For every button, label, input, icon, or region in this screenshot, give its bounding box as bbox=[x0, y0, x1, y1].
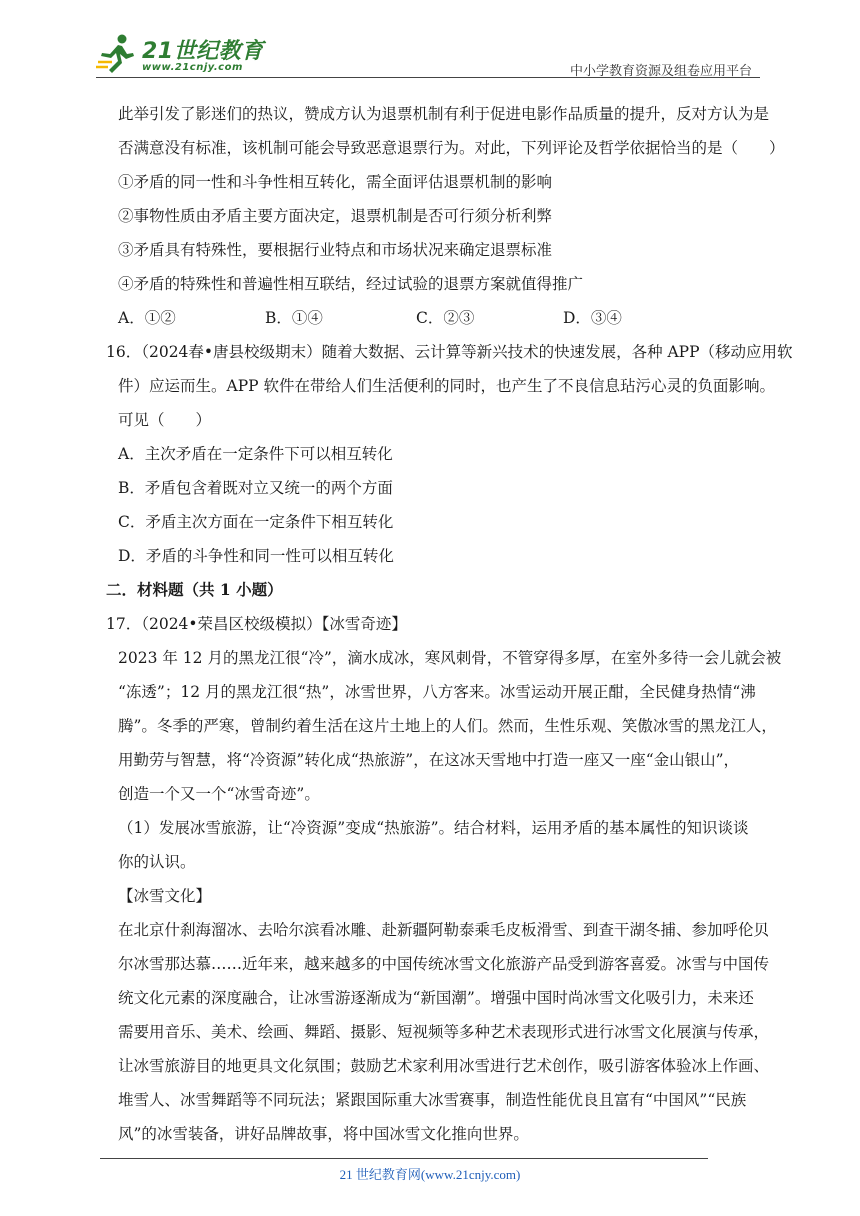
q15-statement-4: ④矛盾的特殊性和普遍性相互联结，经过试验的退票方案就值得推广 bbox=[118, 275, 584, 293]
q17-para1-line-2: “冻透”；12 月的黑龙江很“热”，冰雪世界，八方客来。冰雪运动开展正酣，全民健身热情“沸 bbox=[118, 683, 756, 701]
site-logo[interactable] bbox=[96, 30, 266, 78]
q15-statement-3: ③矛盾具有特殊性，要根据行业特点和市场状况来确定退票标准 bbox=[118, 241, 553, 259]
logo-text: 21世纪教育 bbox=[142, 39, 264, 64]
q17-para2-line-3: 统文化元素的深度融合，让冰雪游逐渐成为“新国潮”。增强中国时尚冰雪文化吸引力，未来还 bbox=[118, 989, 754, 1007]
q17-para1-line-1: 2023 年 12 月的黑龙江很“冷”，滴水成冰，寒风刺骨，不管穿得多厚，在室外多待一会儿就会被 bbox=[118, 649, 782, 667]
q17-heading2: 【冰雪文化】 bbox=[118, 887, 212, 905]
q16-option-d: D．矛盾的斗争性和同一性可以相互转化 bbox=[118, 547, 394, 565]
footer-link[interactable]: 21 世纪教育网(www.21cnjy.com) bbox=[339, 1167, 521, 1182]
q17-sub1-line-1: （1）发展冰雪旅游，让“冷资源”变成“热旅游”。结合材料，运用矛盾的基本属性的知识谈谈 bbox=[118, 819, 749, 837]
q17-para2-line-4: 需要用音乐、美术、绘画、舞蹈、摄影、短视频等多种艺术表现形式进行冰雪文化展演与传承， bbox=[118, 1023, 770, 1041]
q17-para2-line-5: 让冰雪旅游目的地更具文化氛围；鼓励艺术家利用冰雪进行艺术创作，吸引游客体验冰上作画、 bbox=[118, 1057, 770, 1075]
runner-icon bbox=[96, 32, 140, 76]
q17-heading: 17．（2024•荣昌区校级模拟）【冰雪奇迹】 bbox=[106, 615, 407, 633]
q16-option-c: C．矛盾主次方面在一定条件下相互转化 bbox=[118, 513, 394, 531]
section-title: 二．材料题（共 1 小题） bbox=[106, 580, 283, 599]
q15-text-line-1: 此举引发了影迷们的热议，赞成方认为退票机制有利于促进电影作品质量的提升，反对方认为是 bbox=[118, 105, 770, 123]
q17-para1-line-4: 用勤劳与智慧，将“冷资源”转化成“热旅游”，在这冰天雪地中打造一座又一座“金山银山”， bbox=[118, 751, 740, 769]
q15-option-b: B．①④ bbox=[265, 309, 323, 327]
q17-para2-line-7: 风”的冰雪装备，讲好品牌故事，将中国冰雪文化推向世界。 bbox=[118, 1125, 529, 1143]
q16-option-b: B．矛盾包含着既对立又统一的两个方面 bbox=[118, 479, 393, 497]
platform-title: 中小学教育资源及组卷应用平台 bbox=[569, 64, 752, 79]
q17-para2-line-1: 在北京什刹海溜冰、去哈尔滨看冰雕、赴新疆阿勒泰乘毛皮板滑雪、到查干湖冬捕、参加呼伦贝 bbox=[118, 921, 770, 939]
page-header bbox=[96, 30, 760, 78]
q15-option-a: A．①② bbox=[118, 309, 176, 327]
logo-url: www.21cnjy.com bbox=[142, 62, 243, 73]
q17-para1-line-5: 创造一个又一个“冰雪奇迹”。 bbox=[118, 785, 320, 803]
q15-text-line-2: 否满意没有标准，该机制可能会导致恶意退票行为。对此，下列评论及哲学依据恰当的是（ ） bbox=[118, 139, 785, 157]
q16-text-line-2: 件）应运而生。APP 软件在带给人们生活便利的同时，也产生了不良信息玷污心灵的负面影响。 bbox=[118, 377, 775, 395]
q15-statement-2: ②事物性质由矛盾主要方面决定，退票机制是否可行须分析利弊 bbox=[118, 207, 553, 225]
q17-para1-line-3: 腾”。冬季的严寒，曾制约着生活在这片土地上的人们。然而，生性乐观、笑傲冰雪的黑龙江人， bbox=[118, 717, 777, 735]
q15-option-d: D．③④ bbox=[563, 309, 622, 327]
q17-para2-line-2: 尔冰雪那达慕……近年来，越来越多的中国传统冰雪文化旅游产品受到游客喜爱。冰雪与中国传 bbox=[118, 955, 770, 973]
q16-option-a: A．主次矛盾在一定条件下可以相互转化 bbox=[118, 445, 393, 463]
footer-divider bbox=[100, 1158, 708, 1159]
q16-text-line-3: 可见（ ） bbox=[118, 411, 212, 429]
q17-para2-line-6: 堆雪人、冰雪舞蹈等不同玩法；紧跟国际重大冰雪赛事，制造性能优良且富有“中国风”“民族 bbox=[118, 1091, 747, 1109]
q17-sub1-line-2: 你的认识。 bbox=[118, 853, 196, 871]
header-divider bbox=[96, 77, 760, 78]
q16-text-line-1: 16．（2024春•唐县校级期末）随着大数据、云计算等新兴技术的快速发展，各种 APP（移动应用软 bbox=[106, 343, 793, 361]
q15-statement-1: ①矛盾的同一性和斗争性相互转化，需全面评估退票机制的影响 bbox=[118, 173, 553, 191]
q15-option-c: C．②③ bbox=[416, 309, 475, 327]
